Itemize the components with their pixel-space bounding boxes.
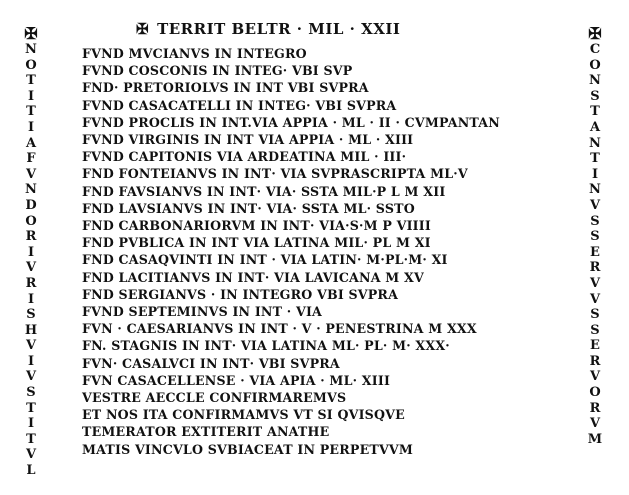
inscription-line: FND CASAQVINTI IN INT · VIA LATIN· M·PL·M· XI — [82, 252, 448, 268]
vertical-letter: F — [26, 151, 36, 167]
vertical-letter: V — [25, 260, 37, 276]
vertical-letter: O — [25, 57, 37, 73]
vertical-letter: S — [26, 385, 36, 401]
vertical-letter: S — [590, 213, 600, 229]
inscription-line: FVN · CAESARIANVS IN INT · V · PENESTRINA M XXX — [82, 321, 477, 337]
inscription-line: FVND COSCONIS IN INTEG· VBI SVP — [82, 63, 353, 79]
vertical-letter: A — [589, 119, 601, 135]
inscription-line: FND· PRETORIOLVS IN INT VBI SVPRA — [82, 80, 369, 96]
inscription-line: FND LACITIANVS IN INT· VIA LAVICANA M XV — [82, 269, 424, 285]
vertical-letter: T — [590, 104, 600, 120]
vertical-letter: T — [26, 104, 36, 120]
vertical-letter: M — [587, 431, 603, 447]
inscription-line: MATIS VINCVLO SVBIACEAT IN PERPETVVM — [82, 441, 414, 457]
vertical-letter: H — [24, 322, 38, 338]
title-text: TERRIT BELTR · MIL · XXII — [157, 20, 401, 38]
vertical-letter: V — [25, 447, 37, 463]
inscription-line: FVND CASACATELLI IN INTEG· VBI SVPRA — [82, 97, 397, 113]
right-vertical-column — [584, 26, 606, 447]
vertical-letter: T — [26, 431, 36, 447]
vertical-letter: R — [25, 275, 37, 291]
vertical-letter: D — [25, 197, 37, 213]
inscription-line: FVN CASACELLENSE · VIA APIA · ML· XIII — [82, 372, 391, 388]
vertical-letter: R — [589, 260, 601, 276]
inscription-line: ET NOS ITA CONFIRMAMVS VT SI QVISQVE — [82, 407, 405, 423]
inscription-lines — [82, 45, 562, 458]
vertical-letter: V — [25, 338, 37, 354]
vertical-letter: S — [590, 307, 600, 323]
vertical-letter: T — [590, 151, 600, 167]
vertical-letter: I — [591, 166, 599, 182]
vertical-letter: R — [25, 229, 37, 245]
inscription-line: FND FAVSIANVS IN INT· VIA· SSTA MIL·P L M XII — [82, 183, 446, 199]
vertical-letter: V — [589, 416, 601, 432]
inscription-line: FVND VIRGINIS IN INT VIA APPIA · ML · XIII — [82, 132, 414, 148]
vertical-letter: R — [589, 400, 601, 416]
left-vertical-column — [20, 26, 42, 479]
inscription-line: VESTRE AECCLE CONFIRMAREMVS — [82, 390, 347, 406]
vertical-letter: I — [27, 416, 35, 432]
inscription-line: FND PVBLICA IN INT VIA LATINA MIL· PL M XI — [82, 235, 431, 251]
cross-icon: ✠ — [136, 20, 150, 38]
cross-icon: ✠ — [588, 24, 602, 43]
vertical-letter: S — [590, 322, 600, 338]
vertical-letter: V — [589, 291, 601, 307]
vertical-letter: T — [26, 400, 36, 416]
vertical-letter: E — [590, 338, 600, 354]
vertical-letter: N — [25, 182, 37, 198]
vertical-letter: N — [589, 135, 601, 151]
inscription-line: FVN· CASALVCI IN INT· VBI SVPRA — [82, 355, 340, 371]
inscription-line: FVND SEPTEMINVS IN INT · VIA — [82, 304, 323, 320]
inscription-title — [136, 20, 400, 38]
vertical-letter: A — [25, 135, 37, 151]
vertical-letter: O — [25, 213, 37, 229]
vertical-letter: S — [26, 307, 36, 323]
inscription-line: FVND MVCIANVS IN INTEGRO — [82, 46, 307, 61]
vertical-letter: V — [589, 369, 601, 385]
cross-icon: ✠ — [24, 24, 38, 43]
inscription-line: FVND PROCLIS IN INT.VIA APPIA · ML · II · CVMPANTAN — [82, 114, 500, 130]
vertical-letter: N — [589, 73, 601, 89]
inscription-line: FND LAVSIANVS IN INT· VIA· SSTA ML· SSTO — [82, 200, 415, 216]
vertical-letter: T — [26, 73, 36, 89]
vertical-letter: E — [590, 244, 600, 260]
vertical-letter: V — [589, 275, 601, 291]
vertical-letter: I — [27, 119, 35, 135]
inscription-line: TEMERATOR EXTITERIT ANATHE — [82, 424, 330, 440]
inscription-line: FND CARBONARIORVM IN INT· VIA·S·M P VIIII — [82, 218, 431, 234]
vertical-letter: I — [27, 244, 35, 260]
vertical-letter: R — [589, 353, 601, 369]
vertical-letter: O — [589, 57, 601, 73]
vertical-letter: N — [589, 182, 601, 198]
vertical-letter: I — [27, 88, 35, 104]
vertical-letter: C — [589, 42, 601, 57]
vertical-letter: L — [26, 463, 36, 479]
vertical-letter: I — [27, 353, 35, 369]
vertical-letter: I — [27, 291, 35, 307]
inscription-line: FN. STAGNIS IN INT· VIA LATINA ML· PL· M· XXX· — [82, 338, 450, 354]
inscription-line: FND FONTEIANVS IN INT· VIA SVPRASCRIPTA ML·V — [82, 166, 468, 182]
vertical-letter: V — [589, 197, 601, 213]
vertical-letter: V — [25, 369, 37, 385]
vertical-letter: V — [25, 166, 37, 182]
vertical-letter: S — [590, 229, 600, 245]
vertical-letter: N — [25, 42, 37, 57]
vertical-letter: S — [590, 88, 600, 104]
inscription-line: FND SERGIANVS · IN INTEGRO VBI SVPRA — [82, 286, 399, 302]
inscription-line: FVND CAPITONIS VIA ARDEATINA MIL · III· — [82, 149, 407, 165]
vertical-letter: O — [589, 385, 601, 401]
